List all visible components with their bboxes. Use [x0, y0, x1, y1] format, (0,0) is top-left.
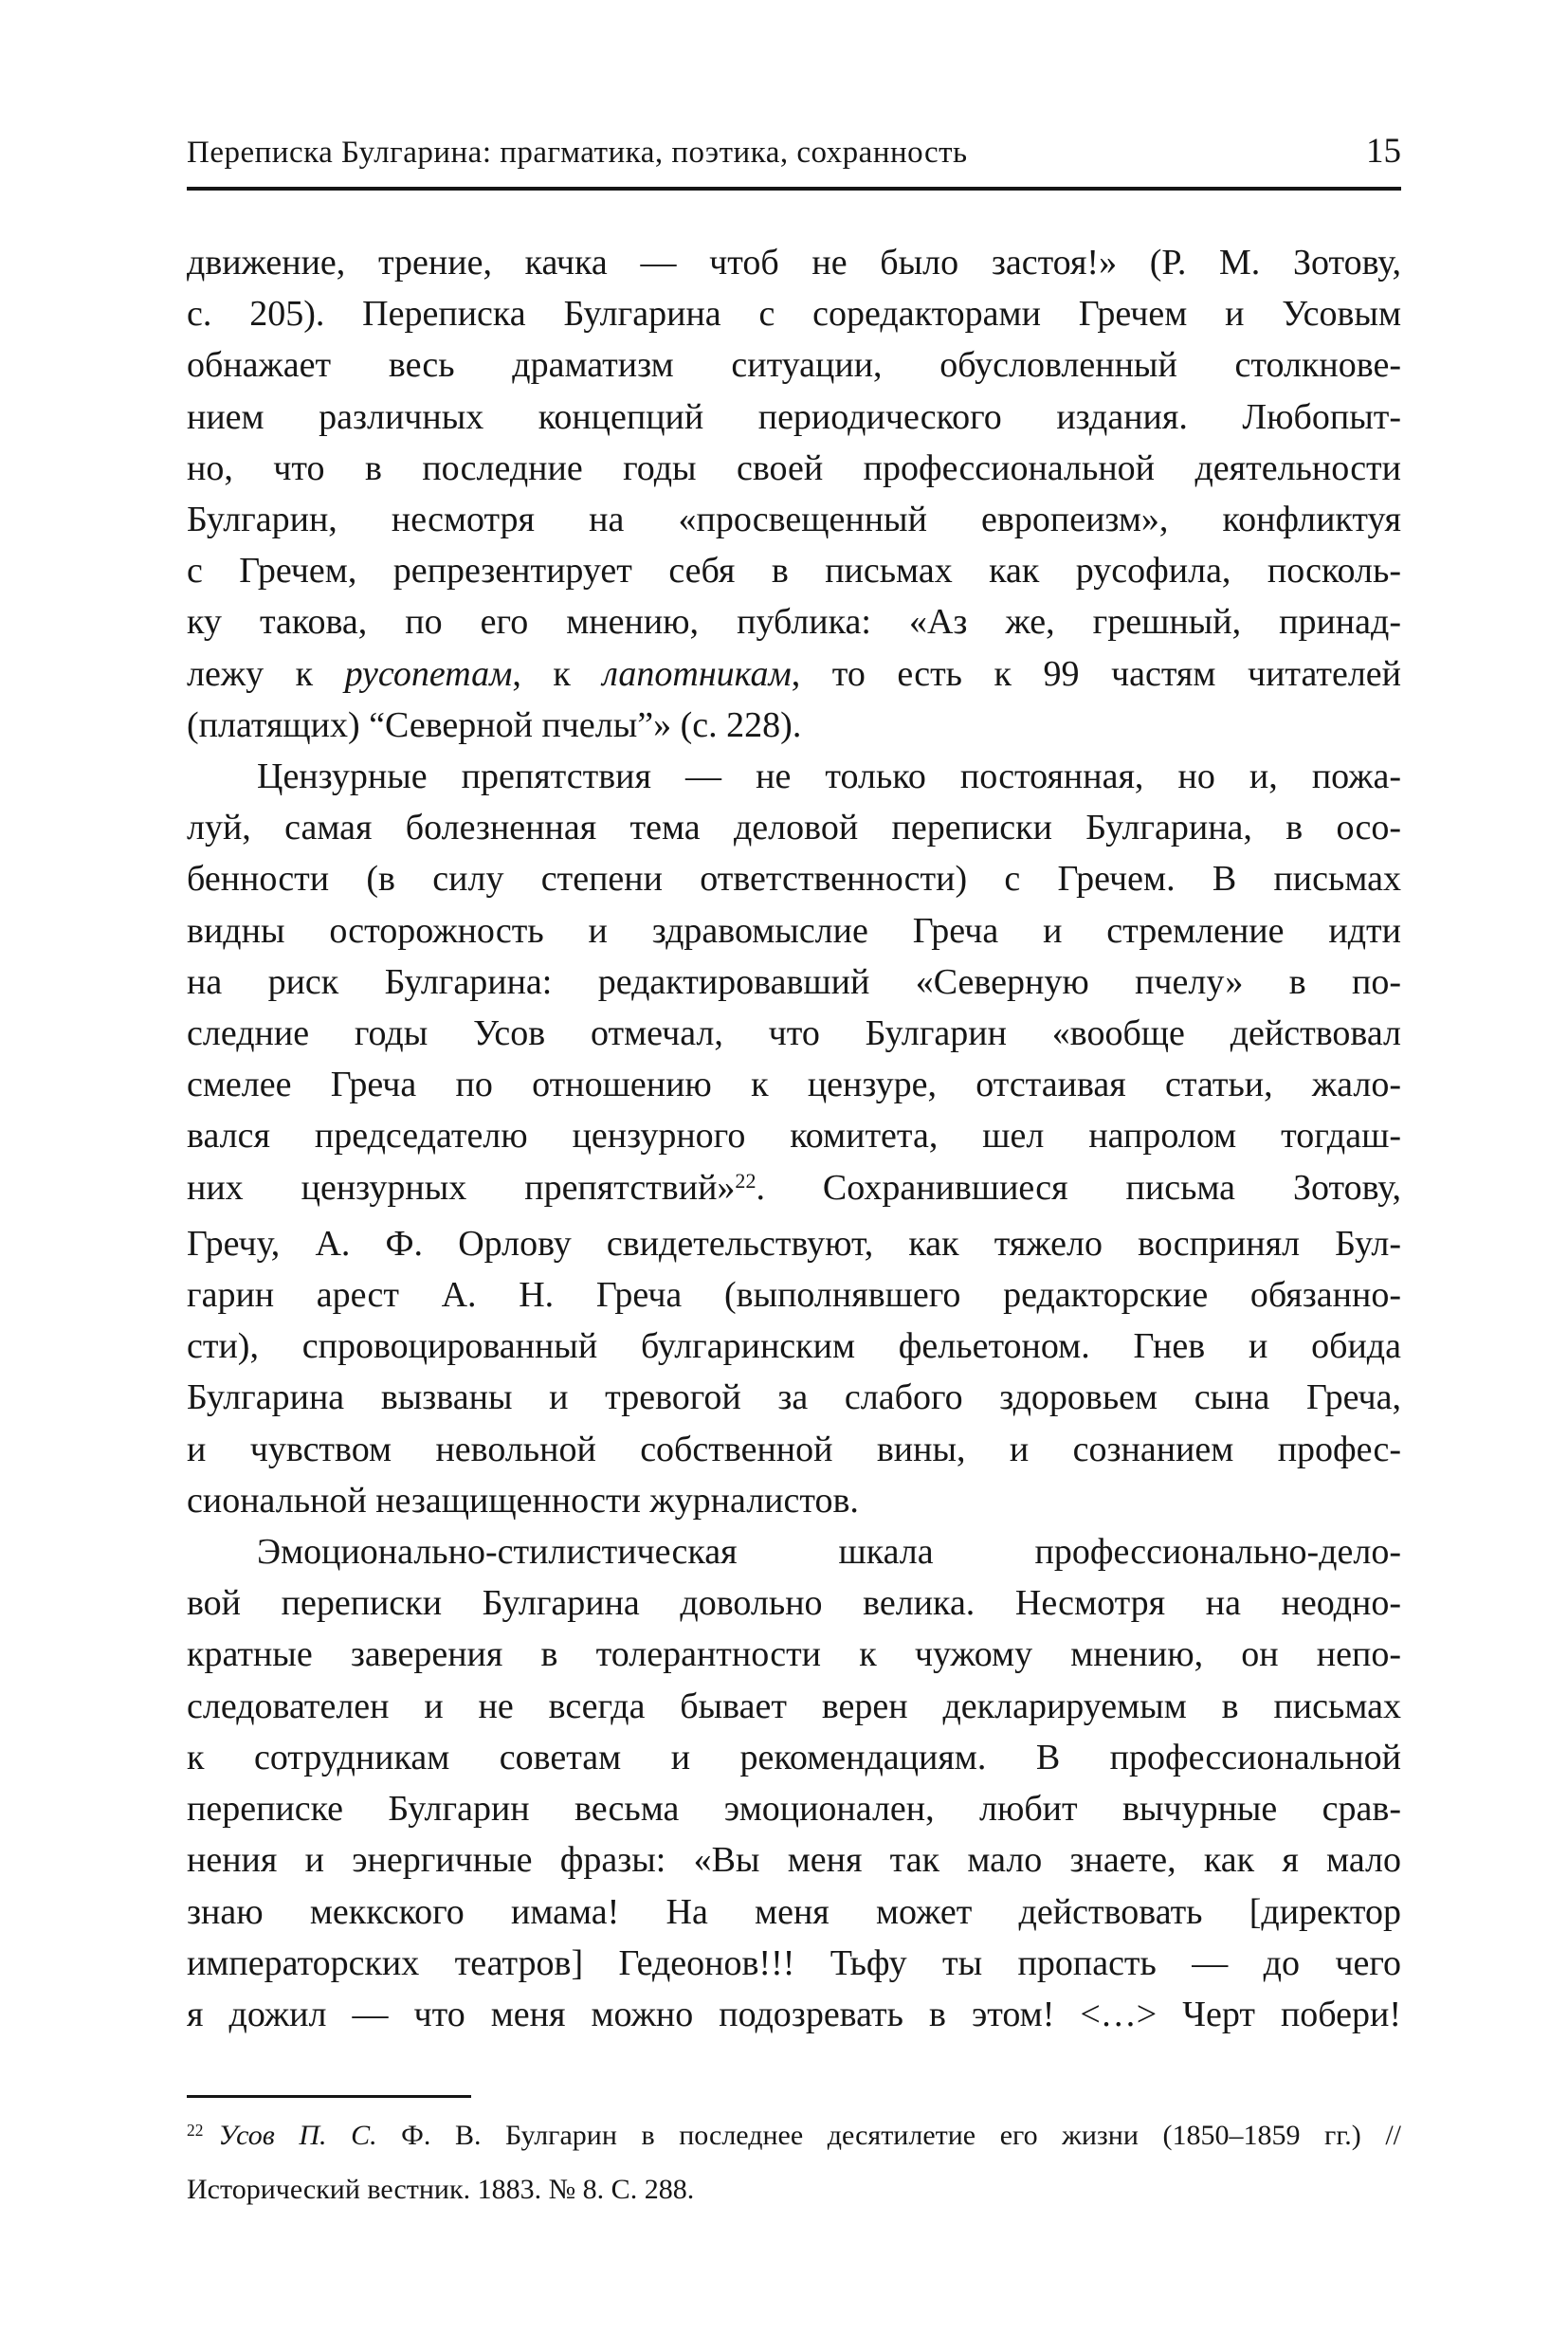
text-line — [187, 1886, 1401, 1938]
text-segment: вался председателю цензурного комитета, шел напролом тогдаш- — [187, 1116, 1401, 1157]
text-segment: Усов П. С. — [218, 2120, 377, 2151]
text-line — [187, 1577, 1401, 1629]
text-segment: ку такова, по его мнению, публика: «Аз же, грешный, принад- — [187, 602, 1401, 643]
text-segment: я дожил — что меня можно подозревать в этом! <…> Черт побери! — [187, 1994, 1401, 2034]
text-line — [187, 1938, 1401, 1989]
text-segment: на риск Булгарина: редактировавший «Северную пчелу» в по- — [187, 961, 1401, 1002]
footnote — [187, 2110, 1401, 2214]
body-text — [187, 237, 1401, 2040]
text-segment: них цензурных препятствий» — [187, 1167, 736, 1208]
text-segment: императорских театров] Гедеонов!!! Тьфу ты пропасть — до чего — [187, 1942, 1401, 1983]
text-segment: вой переписки Булгарина довольно велика. Несмотря на неодно- — [187, 1583, 1401, 1624]
header-rule — [187, 187, 1401, 191]
footnote-marker: 22 — [187, 2120, 204, 2140]
text-segment: но, что в последние годы своей профессиональной деятельности — [187, 447, 1401, 488]
text-line — [187, 1526, 1401, 1577]
text-segment: , то есть к 99 частям читателей — [791, 653, 1402, 694]
text-line — [187, 1834, 1401, 1886]
text-segment: знаю меккского имама! На меня может действовать [директор — [187, 1891, 1401, 1932]
text-line — [187, 494, 1401, 545]
text-line — [187, 648, 1401, 700]
text-segment: кратные заверения в толерантности к чужому мнению, он непо- — [187, 1634, 1401, 1675]
text-line — [187, 957, 1401, 1008]
text-segment: Цензурные препятствия — не только постоянная, но и, пожа- — [257, 756, 1401, 797]
text-segment: , к — [512, 653, 603, 694]
text-line — [187, 1372, 1401, 1423]
text-line — [187, 1475, 1401, 1526]
text-line — [187, 1732, 1401, 1783]
text-line — [187, 596, 1401, 647]
text-line — [187, 339, 1401, 391]
text-segment: к сотрудникам советам и рекомендациям. В профессиональной — [187, 1737, 1401, 1777]
text-line — [187, 905, 1401, 957]
text-segment: русопетам — [344, 653, 513, 694]
text-line — [187, 853, 1401, 904]
text-segment: видны осторожность и здравомыслие Греча и стремление идти — [187, 910, 1401, 951]
text-line — [187, 1424, 1401, 1475]
text-line — [187, 443, 1401, 494]
text-line — [187, 1321, 1401, 1372]
text-segment: Булгарина вызваны и тревогой за слабого здоровьем сына Греча, — [187, 1377, 1401, 1418]
page-number: 15 — [1366, 132, 1401, 171]
text-line — [187, 237, 1401, 288]
text-line — [187, 751, 1401, 802]
text-segment: Исторический вестник. 1883. № 8. С. 288. — [187, 2174, 695, 2205]
text-line — [187, 1218, 1401, 1269]
text-segment: Эмоционально-стилистическая шкала профессионально-дело- — [257, 1532, 1401, 1573]
text-line — [187, 1783, 1401, 1834]
text-line — [187, 1008, 1401, 1059]
text-segment: движение, трение, качка — чтоб не было застоя!» (Р. М. Зотову, — [187, 243, 1401, 282]
text-segment: переписке Булгарин весьма эмоционален, любит вычурные срав- — [187, 1789, 1401, 1830]
text-segment: нием различных концепций периодического издания. Любопыт- — [187, 396, 1401, 437]
text-line — [187, 1681, 1401, 1732]
text-line — [187, 1110, 1401, 1161]
text-line — [187, 392, 1401, 443]
text-segment: лежу к — [187, 653, 345, 694]
text-line — [187, 1629, 1401, 1680]
text-segment: с Гречем, репрезентирует себя в письмах как русофила, посколь- — [187, 551, 1401, 592]
text-segment: (платящих) “Северной пчелы”» (с. 228). — [187, 704, 802, 745]
text-segment: Гречу, А. Ф. Орлову свидетельствуют, как тяжело воспринял Бул- — [187, 1223, 1401, 1264]
text-segment: бенности (в силу степени ответственности) с Гречем. В письмах — [187, 859, 1401, 900]
text-segment: следователен и не всегда бывает верен декларируемым в письмах — [187, 1686, 1401, 1726]
text-segment: гарин арест А. Н. Греча (выполнявшего редакторские обязанно- — [187, 1275, 1401, 1316]
text-line — [187, 1989, 1401, 2040]
text-line — [187, 802, 1401, 853]
text-segment: с. 205). Переписка Булгарина с соредакторами Гречем и Усовым — [187, 294, 1401, 335]
text-line — [187, 700, 1401, 751]
text-segment: нения и энергичные фразы: «Вы меня так мало знаете, как я мало — [187, 1840, 1401, 1881]
text-segment: лапотникам — [602, 653, 792, 694]
text-segment: обнажает весь драматизм ситуации, обусловленный столкнове- — [187, 345, 1401, 386]
text-line — [187, 1269, 1401, 1321]
text-segment: сти), спровоцированный булгаринским фельетоном. Гнев и обида — [187, 1326, 1401, 1367]
text-line — [187, 2110, 1401, 2164]
text-segment: Ф. В. Булгарин в последнее десятилетие его жизни (1850–1859 гг.) // — [376, 2120, 1401, 2151]
text-segment: Булгарин, несмотря на «просвещенный европеизм», конфликтуя — [187, 500, 1401, 540]
footnote-rule — [187, 2095, 471, 2098]
text-line — [187, 1059, 1401, 1110]
text-segment: следние годы Усов отмечал, что Булгарин «вообще действовал — [187, 1013, 1401, 1054]
text-line — [187, 288, 1401, 339]
text-line — [187, 1162, 1401, 1218]
text-segment: . Сохранившиеся письма Зотову, — [756, 1167, 1402, 1208]
page-header — [187, 131, 1401, 172]
text-segment: смелее Греча по отношению к цензуре, отстаивая статьи, жало- — [187, 1065, 1401, 1105]
footnote-marker: 22 — [735, 1169, 757, 1194]
text-segment: и чувством невольной собственной вины, и сознанием профес- — [187, 1429, 1401, 1469]
text-segment: сиональной незащищенности журналистов. — [187, 1480, 859, 1521]
text-segment: луй, самая болезненная тема деловой переписки Булгарина, в осо- — [187, 808, 1401, 848]
text-line — [187, 2164, 1401, 2214]
running-head-title: Переписка Булгарина: прагматика, поэтика, сохранность — [187, 136, 968, 170]
text-line — [187, 545, 1401, 596]
